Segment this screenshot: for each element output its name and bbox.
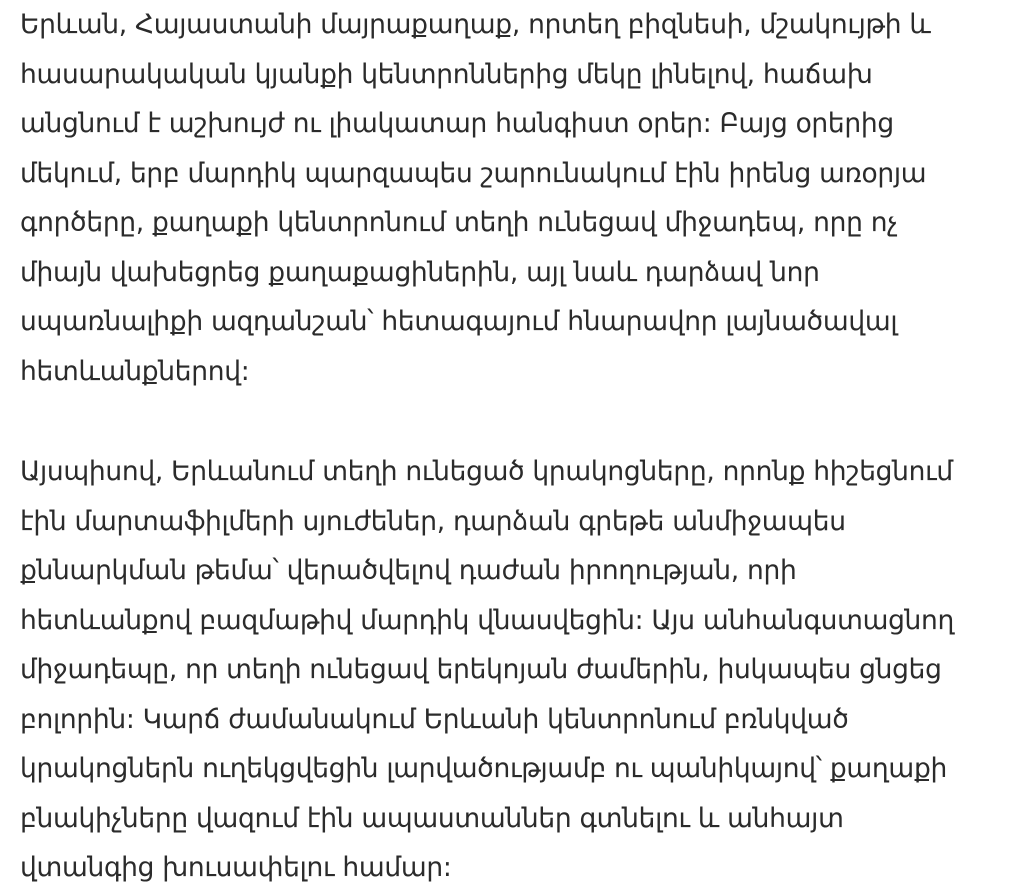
- paragraph-line: սպառնալիքի ազդանշան՝ հետագայում հնարավոր լայնածավալ: [20, 306, 898, 337]
- paragraph-line: քննարկման թեմա՝ վերածվելով դաժան իրողության, որի: [20, 555, 797, 586]
- paragraph-line: բնակիչները վազում էին ապաստաններ գտնելու և անհայտ: [20, 802, 844, 834]
- paragraph-line: վտանգից խուսափելու համար:: [20, 852, 452, 883]
- paragraph-line: կրակոցներն ուղեկցվեցին լարվածությամբ ու պանիկայով՝ քաղաքի: [20, 753, 948, 784]
- paragraph-line: անցնում է աշխույժ ու լիակատար հանգիստ օրեր: Բայց օրերից: [20, 108, 894, 139]
- paragraph-line: բոլորին: Կարճ ժամանակում Երևանի կենտրոնում բռնկված: [20, 703, 849, 735]
- paragraph-line: Այսպիսով, Երևանում տեղի ունեցած կրակոցները, որոնք հիշեցնում: [20, 456, 953, 487]
- paragraph-line: էին մարտաֆիլմերի սյուժեներ, դարձան գրեթե անմիջապես: [20, 505, 846, 537]
- paragraph-line: միայն վախեցրեց քաղաքացիներին, այլ նաև դարձավ նոր: [20, 256, 820, 288]
- paragraph-line: հետևանքով բազմաթիվ մարդիկ վնասվեցին: Այս անհանգստացնող: [20, 604, 955, 636]
- paragraph-2: [20, 447, 1024, 893]
- paragraph-line: միջադեպը, որ տեղի ունեցավ երեկոյան ժամերին, իսկապես ցնցեց: [20, 654, 942, 685]
- paragraph-line: մեկում, երբ մարդիկ պարզապես շարունակում էին իրենց առօրյա: [20, 157, 927, 189]
- paragraph-line: Երևան, Հայաստանի մայրաքաղաք, որտեղ բիզնեսի, մշակույթի և: [20, 9, 931, 40]
- paragraph-1: [20, 0, 1024, 396]
- paragraph-line: հետևանքներով:: [20, 355, 250, 387]
- paragraph-spacer: [20, 396, 1024, 447]
- paragraph-line: գործերը, քաղաքի կենտրոնում տեղի ունեցավ միջադեպ, որը ոչ: [20, 207, 898, 238]
- paragraph-line: հասարակական կյանքի կենտրոններից մեկը լինելով, հաճախ: [20, 58, 873, 90]
